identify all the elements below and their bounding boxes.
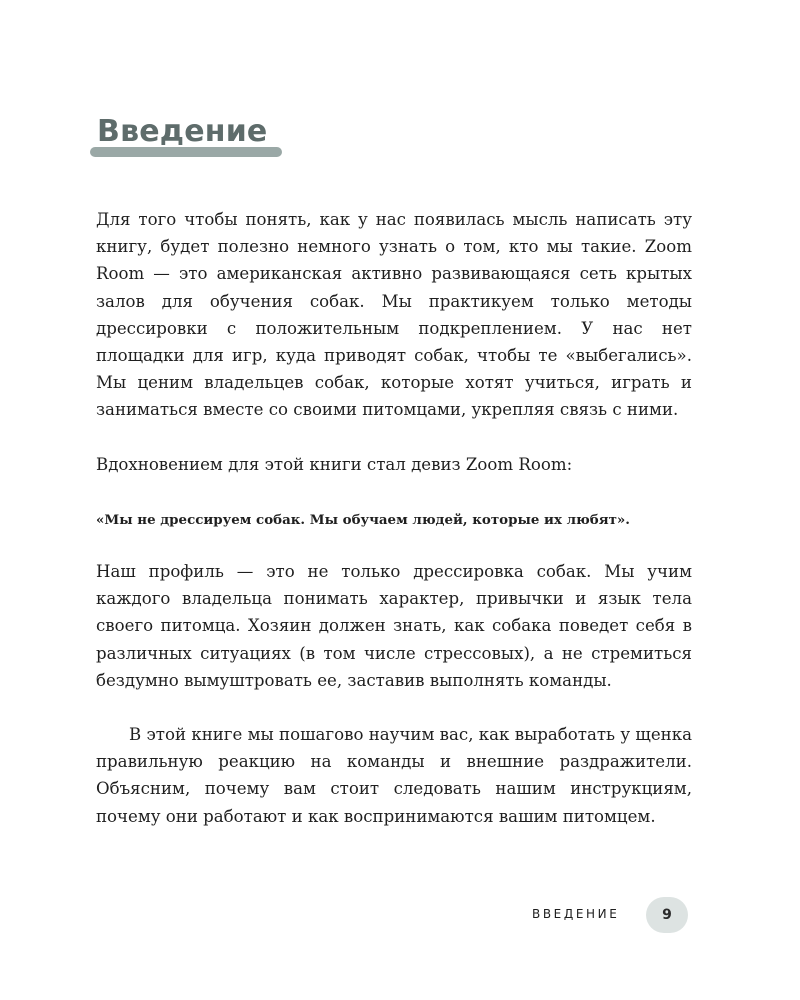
page-number-badge: 9 [646,897,688,933]
running-footer-section: ВВЕДЕНИЕ [532,907,620,921]
motto-quote: «Мы не дрессируем собак. Мы обучаем людей, которые их любят». [96,512,630,528]
intro-paragraph: Для того чтобы понять, как у нас появилась мысль написать эту книгу, будет полезно немного узнать о том, кто мы такие. Zoom Room — это американская активно развивающаяся сеть крытых залов для обучения собак. Мы практикуем только методы дрессировки с положительным подкреплением. У нас нет площадки для игр, куда приводят собак, чтобы те «выбегались». Мы ценим владельцев собак, которые хотят учиться, играть и заниматься вместе со своими питомцами, укрепляя связь с ними. [96,210,692,420]
chapter-heading [90,112,282,156]
page-title: Введение [97,114,268,149]
book-purpose-paragraph: В этой книге мы пошагово научим вас, как выработать у щенка правильную реакцию на команды и внешние раздражители. Объясним, почему вам стоит следовать нашим инструкциям, почему они работают и как воспринимаются вашим питомцем. [96,725,692,826]
motto-intro-paragraph: Вдохновением для этой книги стал девиз Zoom Room: [96,455,573,474]
profile-paragraph: Наш профиль — это не только дрессировка собак. Мы учим каждого владельца понимать характер, привычки и язык тела своего питомца. Хозяин должен знать, как собака поведет себя в различных ситуациях (в том числе стрессовых), а не стремиться бездумно вымуштровать ее, заставив выполнять команды. [96,562,692,690]
